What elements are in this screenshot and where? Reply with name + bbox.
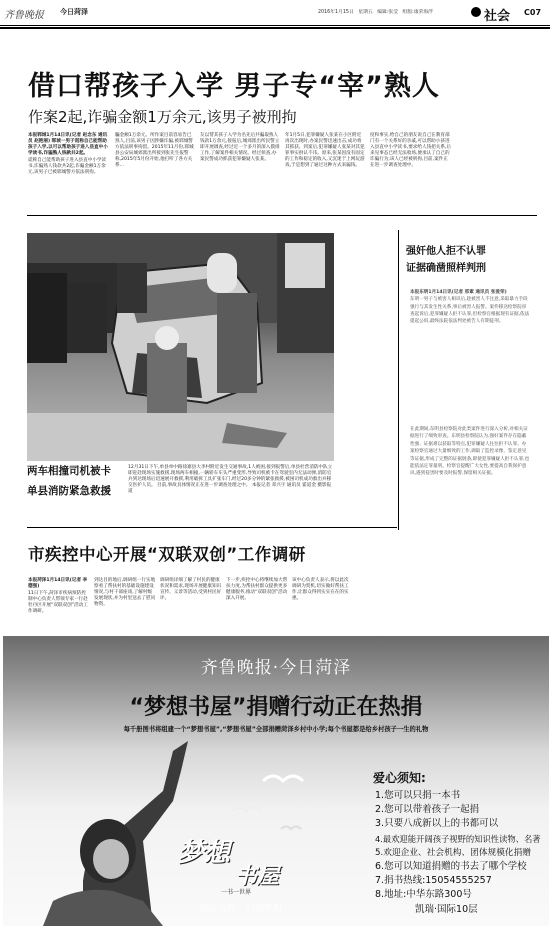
- lead-col3-text: 友以帮其孩子入学为名先后共骗取熟人钱款1万余元,接报后,城郊派出所民警立即开展调查,经过近一个多月的深入摸排工作,了解案件相关情况。经过侦查,办案民警成功抓获犯罪嫌疑人张某。: [200, 133, 280, 162]
- ad-notice-title: 爱心须知:: [373, 771, 426, 785]
- second-column-2: 到达目的地后,调研组一行实地察看了帮扶村的基础设施建设情况,与村干部座谈,了解村级发展现状,并为村里送去了慰问物资。: [94, 578, 156, 607]
- ad-logo-tagline: 一书一世界: [221, 889, 252, 896]
- second-byline: 本报菏泽1月14日讯(记者 李德强): [28, 578, 88, 589]
- newspaper-logo: 齐鲁晚报: [4, 10, 44, 21]
- second-headline: 市疾控中心开展“双联双创”工作调研: [28, 545, 306, 564]
- lead-column-1: [28, 133, 110, 203]
- photo-caption-text: 12月31日下午,单县单中路徐寨县大李村附近发生交通事故,1人被困,接到报警后,单县杜营消防中队立即赶赴现场实施救援,现场两车相撞,一辆轿车车头严重变形,导致司机被卡在驾驶室内无法动弹,消防官兵到达现场后迅速展开救援,利用破拆工具扩张车门,经过20多分钟的紧张救援,被困司机成功救出并移交医护人员。 目前,事故具体情况正在进一步调查处理之中。 本报记者 邓兴宇 通讯员 霍道金 摄影报道: [128, 465, 333, 494]
- section-label: 社会: [484, 9, 511, 24]
- ad-notice-item: 8.地址:中华东路300号: [375, 889, 472, 901]
- ad-notice-item: 5.欢迎企业、社会机构、团体规模化捐赠: [375, 847, 531, 858]
- ad-notice-item: 6.您可以知道捐赠的书去了哪个学校: [375, 861, 527, 873]
- ad-notice-list: [375, 789, 547, 917]
- right-story-title-2: 证据确凿照样判刑: [406, 263, 486, 274]
- dream-bookroom-ad: [3, 636, 549, 926]
- second-col1-text: 11日下午,菏泽市疾病预防控制中心负责人带领专家一行赴牡丹区开展“双联双创”活动工作调研。: [28, 591, 88, 614]
- ad-notice-item: 4.最欢迎能开阔孩子视野的知识性读物、名著: [375, 833, 541, 844]
- dateline: 2016年1月15日 星期五 编辑:张莹 组版:康荣海浮: [318, 10, 433, 15]
- column-divider: [398, 230, 399, 530]
- photo-caption-title-2: 单县消防紧急救援: [27, 485, 111, 497]
- lead-col1-text: 谎称自己能帮助孩子进入县直中小学读书,诈骗熟人钱款共2起,诈骗金额1万余元,该男子已被郓城警方依法刑拘。: [28, 158, 107, 175]
- photo-caption-title: [27, 461, 127, 501]
- lead-column-3: [200, 133, 280, 203]
- second-column-1: [28, 578, 90, 633]
- ad-kicker: 齐鲁晚报·今日菏泽: [200, 658, 352, 678]
- page-number: C07: [524, 8, 542, 17]
- right-story-byline: 本报东明1月14日讯(记者 邢素 通讯员 张爱荣): [410, 290, 507, 295]
- photo-caption-title-1: 两车相撞司机被卡: [27, 465, 111, 477]
- lead-subhead: 作案2起,诈骗金额1万余元,该男子被刑拘: [28, 108, 297, 126]
- lead-column-4: [285, 133, 365, 203]
- ad-notice-item: 7.捐书热线:15054555257: [375, 875, 492, 887]
- lead-col2-text: 騙金额1万余元。所作案目前容易告已熟人,目前,该男子因涉嫌诈骗,被郓城警方依法刑事拘留。2015年11月份,郓城县公安局城郊派出所接到张先生报警称,2015年5月份开始,他打听了各方关系...: [115, 133, 194, 168]
- ad-logo-dream: 梦想: [178, 838, 231, 868]
- section-divider-2: [27, 527, 397, 528]
- lead-column-5: [370, 133, 452, 203]
- ad-notice-item: 1.您可以只捐一本书: [375, 790, 461, 801]
- second-column-5: 该中心负责人表示,将以此次调研为契机,切实做好帮扶工作,让群众得到实实在在的实惠。: [292, 578, 349, 601]
- second-column-3: 调研组详细了解了村民的健康状况和需求,现场开展健康知识宣传、义诊等活动,受到村民好评。: [160, 578, 222, 601]
- ad-slogan: 悦品书香 启迪梦想: [199, 904, 282, 914]
- right-story-body: [410, 289, 530, 325]
- child-reaching-illustration: [23, 731, 203, 926]
- ad-notice-item: 凯瑞·国际10层: [415, 903, 478, 915]
- right-story-text: 东明一男子与被害人相识后,趁被害人不注意,采取暴力手段强行与其发生性关系,事后被害人报警。案件移送检察院审查起诉后,犯罪嫌疑人拒不认罪,但检察官根据现有证据,依法提起公诉,最终法院依法判处被告人有期徒刑。: [410, 297, 530, 325]
- section-dot-icon: [471, 7, 481, 17]
- lead-col4-text: 年1月5日,犯罪嫌疑人张某在小区附近再次出现时,办案民警迅速出击,成功将其抓获。到案后,犯罪嫌疑人张某对其犯罪事实供认不讳。原来,张某因没有固定的工作和稳定的收入,又沉迷于上网玩游戏,于是想到了通过这种方式来骗钱。: [285, 133, 365, 168]
- ad-subtitle: 每千册图书将组建一个“梦想书屋”,“梦想书屋”全部捐赠菏泽乡村中小学;每个书屋都是给乡村孩子一生的礼物: [123, 726, 429, 733]
- right-story-title: [406, 243, 526, 277]
- masthead-rule-thick: [0, 27, 550, 29]
- second-column-4: 下一步,疾控中心将继续加大帮扶力度,为帮扶村群众提供更多健康服务,推动“双联双创”活动深入开展。: [226, 578, 288, 601]
- section-divider: [27, 215, 537, 216]
- masthead-rule: [0, 25, 550, 26]
- lead-col5-text: 度和事实,给自己的朋友说自己在教育部门有一个关系好的亲戚,可以帮助小孩进入县直中小学读书,要求给人钱把关系,后来见事态已经无法收场,便承认了自己的诈骗行为,该人已经被刑拘,目前,案件正在进一步调查处理中。: [370, 133, 452, 168]
- flying-birds-illustration: [193, 751, 363, 841]
- ad-notice-item: 3.只要八成新以上的书都可以: [375, 818, 499, 830]
- edition-name: 今日菏泽: [60, 8, 88, 16]
- right-story-title-1: 强奸他人拒不认罪: [406, 246, 486, 257]
- ad-logo-bookroom: 书屋: [235, 863, 280, 889]
- ad-title: “梦想书屋”捐赠行动正在热捐: [129, 695, 423, 720]
- right-story-body-2: 在此期间,东明县检察院对此类案件进行深入分析,对相关证据进行了细致审查。东明县检察院认为,强奸案件存在隐蔽性强、证据难以获取等特点,犯罪嫌疑人往往拒不认罪。办案检察官通过大量细致的工作,调取了监控录像、鉴定意见等证据,形成了完整的证据链条,即使犯罪嫌疑人拒不认罪,也能依法定罪量刑。检察官提醒广大女性,要提高自我保护意识,遇到侵害时要及时报警,保留相关证据。: [410, 427, 530, 477]
- ad-notice-item: 2.您可以带着孩子一起捐: [375, 804, 480, 816]
- lead-byline: 本报郓城1月14日讯(记者 赵念东 通讯员 赵艳丽) 郓城一男子谎称自己能帮助孩子入学,以可以帮助孩子进入县直中小学读书,诈骗熟人钱款共2起。: [28, 133, 108, 156]
- lead-column-2: [115, 133, 195, 203]
- lead-headline: 借口帮孩子入学 男子专“宰”熟人: [28, 71, 440, 102]
- accident-photo: [27, 233, 334, 461]
